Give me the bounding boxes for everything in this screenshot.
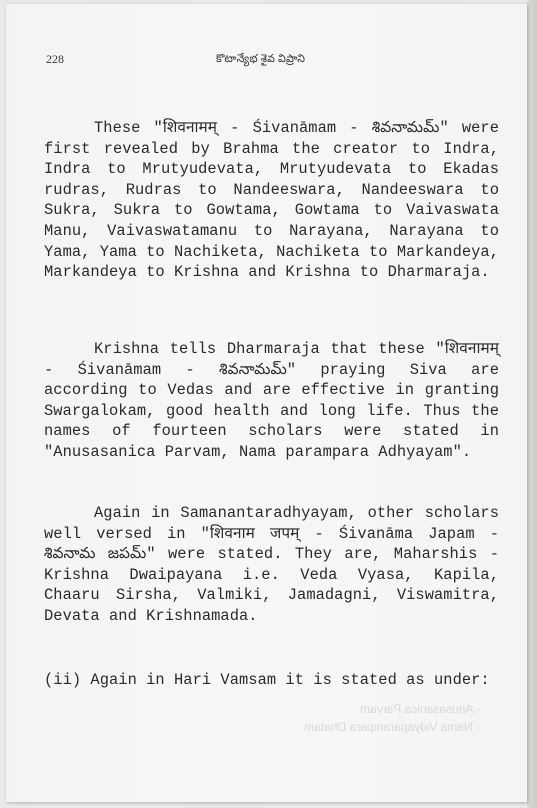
page-edge-shadow — [527, 0, 537, 808]
paragraph-2 — [44, 339, 499, 463]
paragraph-3 — [44, 503, 499, 627]
paragraph-1-text: These "शिवनामम् - Śivanāmam - శివనామమ్" were first revealed by Brahma the creator to Indra, Indra to Mrutyudevata, Mrutyudevata to Ekadas rudras, Rudras to Nandeeswara, Nandeeswara to Sukra, Sukra to Gowtama, Gowtama to Vaivaswata Manu, Vaivaswatamanu to Narayana, Narayana to Yama, Yama to Nachiketa, Nachiketa to Markandeya, Markandeya to Krishna and Krishna to Dharmaraja. — [44, 119, 500, 282]
paragraph-4 — [44, 670, 499, 691]
page-header — [46, 52, 497, 72]
running-head: కొటాన్యేభ శైవ విప్రాని — [216, 53, 306, 65]
page-number: 228 — [46, 52, 64, 66]
paragraph-3-text: Again in Samanantaradhyayam, other scholars well versed in "शिवनाम जपम् - Śivanāma Japam - శివనామ జపమ్" were stated. They are, Maharshis - Krishna Dwaipayana i.e. Veda Vyasa, Kapila, Chaaru Sirsha, Valmiki, Jamadagni, Viswamitra, Devata and Krishnamada. — [44, 504, 499, 625]
paragraph-4-text: (ii) Again in Hari Vamsam it is stated as under: — [44, 671, 490, 689]
paragraph-1 — [44, 118, 499, 283]
paragraph-2-text: Krishna tells Dharmaraja that these "शिवनामम् - Śivanāmam - శివనామమ్" praying Siva are according to Vedas and are effective in granting Swargalokam, good health and long life. Thus the names of fourteen scholars were stated in "Anusasanica Parvam, Nama parampara Adhyayam". — [44, 340, 499, 461]
